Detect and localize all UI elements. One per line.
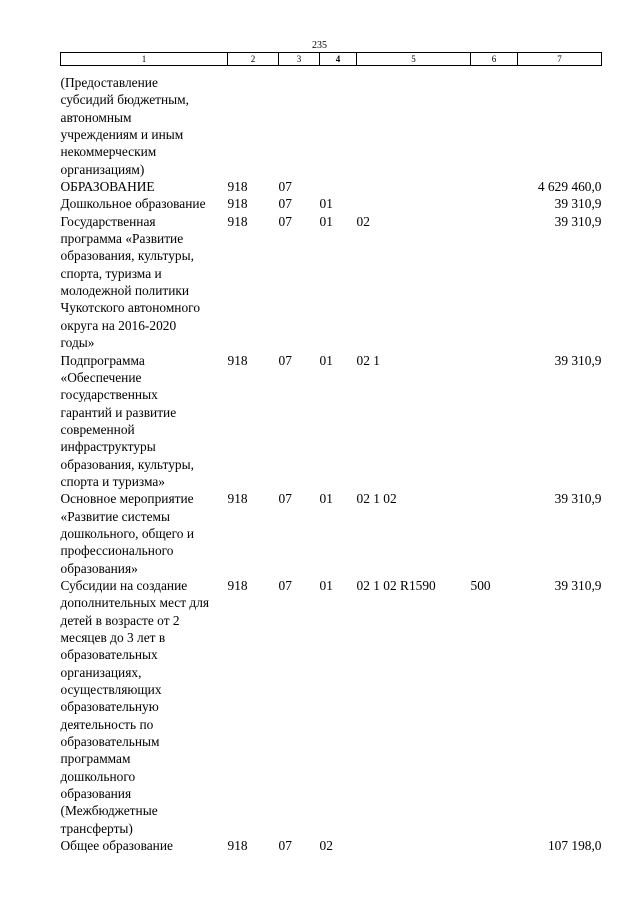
row-name: (Предоставление субсидий бюджетным, автономным учреждениям и иным некоммерческим организациям) xyxy=(60,75,190,177)
row-target-code xyxy=(357,66,471,179)
row-subsection-code xyxy=(320,66,357,179)
table-row xyxy=(61,66,602,179)
row-name: ОБРАЗОВАНИЕ xyxy=(60,179,155,195)
row-ministry-code xyxy=(228,66,279,179)
row-expense-type-code xyxy=(471,837,518,854)
row-section-code: 07 xyxy=(278,196,292,212)
budget-table xyxy=(60,52,602,854)
row-section-code xyxy=(279,66,320,179)
row-section-code: 07 xyxy=(278,179,292,195)
row-ministry-code: 918 xyxy=(227,491,248,507)
row-ministry-code: 918 xyxy=(227,213,248,229)
row-subsection-code: 02 xyxy=(319,838,333,854)
row-amount: 39 310,9 xyxy=(554,577,602,593)
row-target-code: 02 xyxy=(356,213,370,229)
row-amount: 39 310,9 xyxy=(554,491,602,507)
row-name: Подпрограмма «Обеспечение государственных гарантий и развитие современной инфраструктуры образования, культуры, спорта и туризма» xyxy=(60,352,194,489)
row-name: Основное мероприятие «Развитие системы дошкольного, общего и профессионального образования» xyxy=(60,491,194,576)
row-ministry-code: 918 xyxy=(227,838,248,854)
row-name: Общее образование xyxy=(60,838,173,854)
row-name: Субсидии на создание дополнительных мест для детей в возрасте от 2 месяцев до 3 лет в образовательных организациях, осуществляющих образовательную деятельность по образовательным программам дошкольного образования (Межбюджетные трансферты) xyxy=(60,577,210,836)
column-header-4: 4 xyxy=(320,53,357,66)
row-target-code xyxy=(357,178,471,195)
column-header-6: 6 xyxy=(471,53,518,66)
row-expense-type-code xyxy=(471,66,518,179)
page-number: 235 xyxy=(312,40,327,51)
row-expense-type-code xyxy=(471,195,518,212)
row-ministry-code: 918 xyxy=(227,196,248,212)
row-subsection-code xyxy=(320,178,357,195)
column-header-5: 5 xyxy=(357,53,471,66)
column-number-header xyxy=(61,53,602,66)
column-header-3: 3 xyxy=(279,53,320,66)
table-row xyxy=(61,195,602,212)
row-ministry-code: 918 xyxy=(227,179,248,195)
table-row xyxy=(61,577,602,837)
row-subsection-code: 01 xyxy=(319,196,333,212)
row-target-code: 02 1 02 xyxy=(356,491,397,507)
table-row xyxy=(61,837,602,854)
row-ministry-code: 918 xyxy=(227,577,248,593)
row-subsection-code: 01 xyxy=(319,352,333,368)
row-expense-type-code: 500 xyxy=(470,577,491,593)
row-expense-type-code xyxy=(471,490,518,577)
row-target-code xyxy=(357,837,471,854)
table-row xyxy=(61,178,602,195)
row-ministry-code: 918 xyxy=(227,352,248,368)
column-header-1: 1 xyxy=(61,53,228,66)
row-expense-type-code xyxy=(471,352,518,491)
column-header-7: 7 xyxy=(518,53,602,66)
row-section-code: 07 xyxy=(278,577,292,593)
row-expense-type-code xyxy=(471,178,518,195)
row-amount: 39 310,9 xyxy=(554,196,602,212)
row-amount: 39 310,9 xyxy=(554,213,602,229)
table-row xyxy=(61,213,602,352)
row-expense-type-code xyxy=(471,213,518,352)
row-amount: 4 629 460,0 xyxy=(537,179,602,195)
row-amount xyxy=(518,66,602,179)
row-target-code: 02 1 02 R1590 xyxy=(356,577,436,593)
row-section-code: 07 xyxy=(278,213,292,229)
row-amount: 107 198,0 xyxy=(547,838,602,854)
row-name: Государственная программа «Развитие образования, культуры, спорта, туризма и молодежной политики Чукотского автономного округа на 2016-2020 годы» xyxy=(60,213,201,351)
table-row xyxy=(61,352,602,491)
row-subsection-code: 01 xyxy=(319,213,333,229)
table-row xyxy=(61,490,602,577)
row-subsection-code: 01 xyxy=(319,577,333,593)
row-amount: 39 310,9 xyxy=(554,352,602,368)
column-header-2: 2 xyxy=(228,53,279,66)
row-target-code: 02 1 xyxy=(356,352,380,368)
budget-rows xyxy=(61,66,602,855)
row-section-code: 07 xyxy=(278,491,292,507)
row-section-code: 07 xyxy=(278,838,292,854)
row-name: Дошкольное образование xyxy=(60,196,206,212)
row-target-code xyxy=(357,195,471,212)
row-section-code: 07 xyxy=(278,352,292,368)
row-subsection-code: 01 xyxy=(319,491,333,507)
